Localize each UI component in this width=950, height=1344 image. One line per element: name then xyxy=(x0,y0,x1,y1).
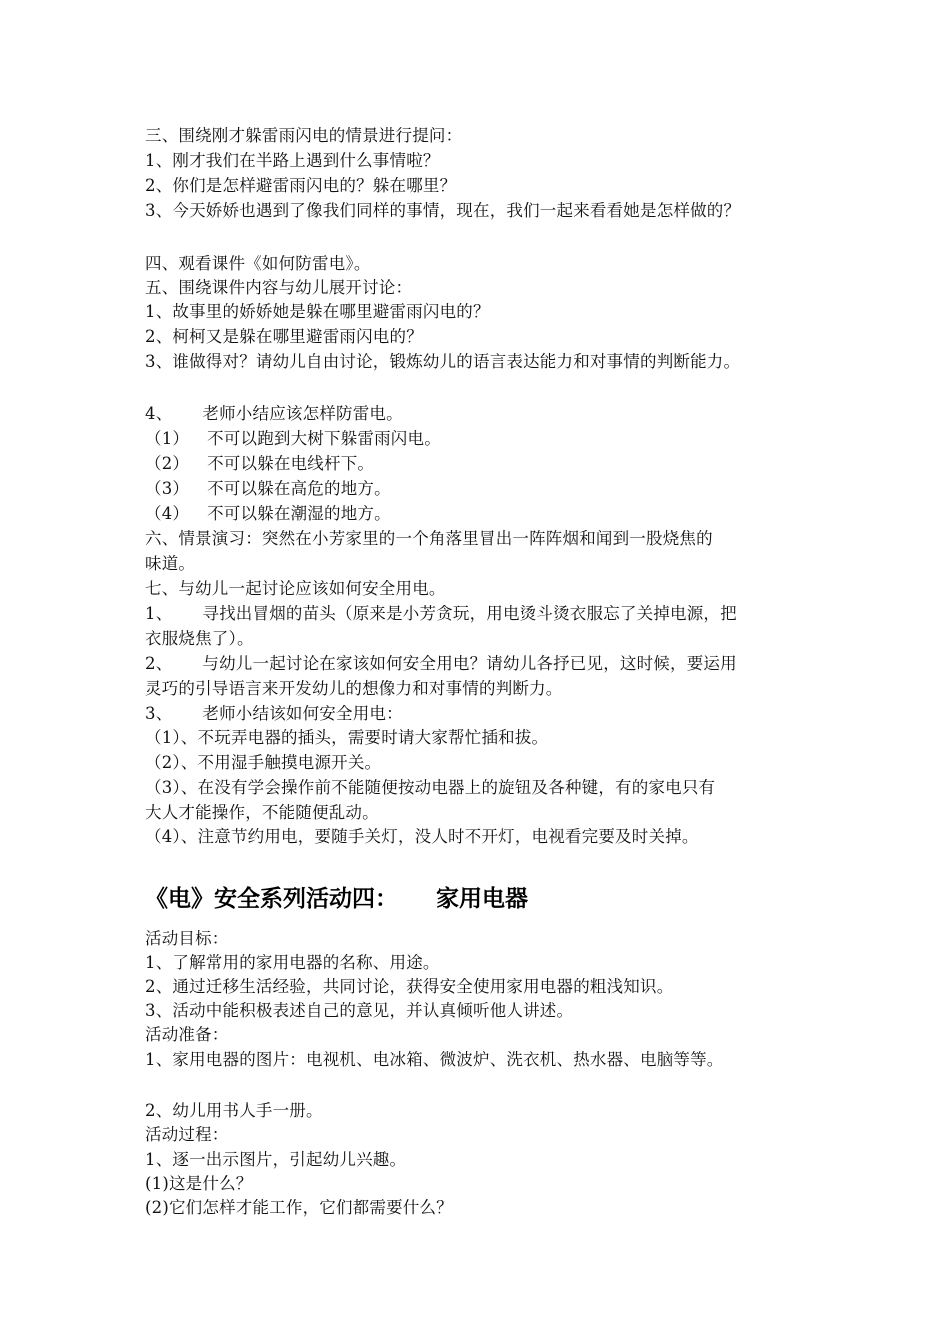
section-7-point-2-text: 与幼儿一起讨论在家该如何安全用电？请幼儿各抒已见，这时候，要运用 xyxy=(202,654,737,673)
safety-rule-1: （1）、不玩弄电器的插头，需要时请大家帮忙插和拔。 xyxy=(145,728,549,747)
section-3-question-3: 3、今天娇娇也遇到了像我们同样的事情，现在，我们一起来看看她是怎样做的？ xyxy=(145,201,741,220)
summary-1-item-text: 不可以躲在高危的地方。 xyxy=(207,479,391,498)
summary-1-item-number: （4） xyxy=(145,504,190,523)
section-6-line-1: 六、情景演习：突然在小芳家里的一个角落里冒出一阵阵烟和闻到一股烧焦的 xyxy=(145,529,713,548)
summary-1-item-text: 不可以躲在电线杆下。 xyxy=(207,454,375,473)
section-7-point-1-line-1 xyxy=(145,603,737,625)
summary-1-item-number: （1） xyxy=(145,429,190,448)
preparation-2: 2、幼儿用书人手一册。 xyxy=(145,1101,323,1120)
section-5-intro: 五、围绕课件内容与幼儿展开讨论： xyxy=(145,278,413,297)
activity-4-heading-topic: 家用电器 xyxy=(436,886,528,912)
section-5-question-1: 1、故事里的娇娇她是躲在哪里避雷雨闪电的？ xyxy=(145,302,490,321)
summary-1-item-text: 不可以跑到大树下躲雷雨闪电。 xyxy=(207,429,441,448)
summary-1-item xyxy=(145,453,374,475)
goal-3: 3、活动中能积极表述自己的意见，并认真倾听他人讲述。 xyxy=(145,1001,574,1020)
goals-label: 活动目标： xyxy=(145,929,229,948)
section-7-point-1-number: 1、 xyxy=(145,604,173,623)
section-3-question-1: 1、刚才我们在半路上遇到什么事情啦？ xyxy=(145,151,440,170)
section-5-question-2: 2、柯柯又是躲在哪里避雷雨闪电的？ xyxy=(145,327,423,346)
section-3-question-2: 2、你们是怎样避雷雨闪电的？躲在哪里？ xyxy=(145,176,457,195)
section-7-point-3-number: 3、 xyxy=(145,704,173,723)
summary-1-number: 4、 xyxy=(145,404,173,423)
process-step-1: 1、逐一出示图片，引起幼儿兴趣。 xyxy=(145,1150,407,1169)
section-7-point-3-text: 老师小结该如何安全用电： xyxy=(202,704,403,723)
summary-1-item-number: （2） xyxy=(145,454,190,473)
summary-1-item-text: 不可以躲在潮湿的地方。 xyxy=(207,504,391,523)
process-label: 活动过程： xyxy=(145,1125,229,1144)
section-7-point-2-number: 2、 xyxy=(145,654,173,673)
section-7-point-1-text: 寻找出冒烟的苗头（原来是小芳贪玩，用电烫斗烫衣服忘了关掉电源，把 xyxy=(202,604,737,623)
activity-4-heading-series: 《电》安全系列活动四： xyxy=(145,886,398,912)
section-7-point-2-line-1 xyxy=(145,653,737,675)
activity-4-heading xyxy=(145,884,528,914)
section-4-line: 四、观看课件《如何防雷电》。 xyxy=(145,254,371,273)
summary-1-item xyxy=(145,478,391,500)
summary-1-item-number: （3） xyxy=(145,479,190,498)
safety-rule-2: （2）、不用湿手触摸电源开关。 xyxy=(145,753,382,772)
goal-2: 2、通过迁移生活经验，共同讨论，获得安全使用家用电器的粗浅知识。 xyxy=(145,977,674,996)
preparation-1: 1、家用电器的图片：电视机、电冰箱、微波炉、洗衣机、热水器、电脑等等。 xyxy=(145,1050,724,1069)
section-7-point-1-line-2: 衣服烧焦了）。 xyxy=(145,629,254,648)
section-5-question-3: 3、谁做得对？请幼儿自由讨论，锻炼幼儿的语言表达能力和对事情的判断能力。 xyxy=(145,352,741,371)
summary-1-title xyxy=(145,403,403,425)
summary-1-text: 老师小结应该怎样防雷电。 xyxy=(202,404,403,423)
preparation-label: 活动准备： xyxy=(145,1025,229,1044)
process-step-1-question-1: (1)这是什么？ xyxy=(145,1174,253,1193)
section-3-intro: 三、围绕刚才躲雷雨闪电的情景进行提问： xyxy=(145,126,463,145)
summary-1-item xyxy=(145,428,441,450)
summary-1-item xyxy=(145,503,391,525)
safety-rule-3-line-1: （3）、在没有学会操作前不能随便按动电器上的旋钮及各种键，有的家电只有 xyxy=(145,778,716,797)
goal-1: 1、了解常用的家用电器的名称、用途。 xyxy=(145,953,440,972)
safety-rule-4: （4）、注意节约用电，要随手关灯，没人时不开灯，电视看完要及时关掉。 xyxy=(145,827,699,846)
process-step-1-question-2: (2)它们怎样才能工作，它们都需要什么？ xyxy=(145,1198,453,1217)
section-7-intro: 七、与幼儿一起讨论应该如何安全用电。 xyxy=(145,579,446,598)
safety-rule-3-line-2: 大人才能操作，不能随便乱动。 xyxy=(145,803,379,822)
section-6-line-2: 味道。 xyxy=(145,554,196,573)
section-7-point-2-line-2: 灵巧的引导语言来开发幼儿的想像力和对事情的判断力。 xyxy=(145,679,563,698)
section-7-point-3 xyxy=(145,703,403,725)
